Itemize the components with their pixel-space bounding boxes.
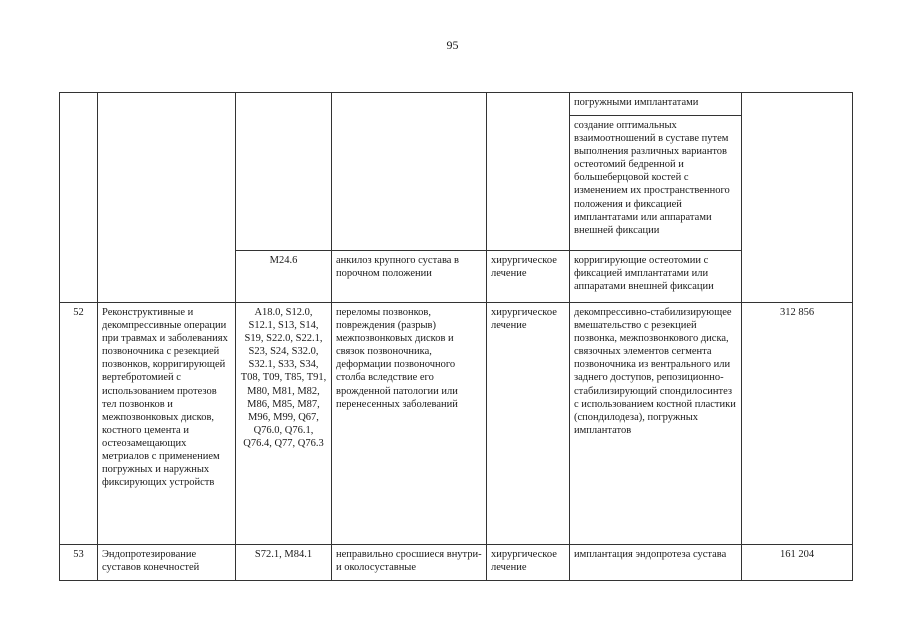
table-row <box>60 545 853 581</box>
cell-name: Эндопротезирование суставов конечностей <box>98 545 236 581</box>
cell-method: декомпрессивно-стабилизирующее вмешательство с резекцией позвонка, межпозвонкового диска, связочных элементов сегмента позвоночника из вентрального или заднего доступов, репозиционно-стабилизирующий спондилосинтез с использованием костной пластики (спондилодеза), погружных имплантатов <box>570 303 742 545</box>
medical-care-table <box>59 92 853 581</box>
cell-codes: A18.0, S12.0, S12.1, S13, S14, S19, S22.0, S22.1, S23, S24, S32.0, S32.1, S33, S34, T08, T09, T85, T91, M80, M81, M82, M86, M85, M87, M96, M99, Q67, Q76.0, Q76.1, Q76.4, Q77, Q76.3 <box>236 303 332 545</box>
cell-amount: 312 856 <box>742 303 853 545</box>
cell-treatment: хирургическое лечение <box>487 303 570 545</box>
page-number: 95 <box>446 38 459 52</box>
cell-amount: 161 204 <box>742 545 853 581</box>
cell-name: Реконструктивные и декомпрессивные операции при травмах и заболеваниях позвоночника с резекцией позвонков, корригирующей вертебротомией с использованием протезов тел позвонков и межпозвонковых дисков, костного цемента и остеозамещающих метриалов с применением погружных и наружных фиксирующих устройств <box>98 303 236 545</box>
table-row <box>60 303 853 545</box>
cell-codes: S72.1, M84.1 <box>236 545 332 581</box>
cell-model: переломы позвонков, повреждения (разрыв) межпозвонковых дисков и связок позвоночника, деформации позвоночного столба вследствие его врожденной патологии или перенесенных заболеваний <box>332 303 487 545</box>
cell-method: корригирующие остеотомии с фиксацией имплантатами или аппаратами внешней фиксации <box>570 251 742 303</box>
table-row-continued-1 <box>60 93 853 251</box>
method-part-1: погружными имплантатами <box>570 93 741 116</box>
cell-treatment: хирургическое лечение <box>487 545 570 581</box>
cell-model: неправильно сросшиеся внутри- и околосуставные <box>332 545 487 581</box>
cell-model: анкилоз крупного сустава в порочном положении <box>332 251 487 303</box>
cell-num: 53 <box>60 545 98 581</box>
method-part-2: создание оптимальных взаимоотношений в суставе путем выполнения различных вариантов остеотомий бедренной и большеберцовой костей с изменением их пространственного положения и фиксацией имплантатами или аппаратами внешней фиксации <box>574 120 730 236</box>
cell-name <box>98 93 236 303</box>
cell-codes: M24.6 <box>236 251 332 303</box>
cell-num: 52 <box>60 303 98 545</box>
cell-model <box>332 93 487 251</box>
cell-amount <box>742 93 853 303</box>
cell-treatment: хирургическое лечение <box>487 251 570 303</box>
cell-method <box>570 93 742 251</box>
cell-method: имплантация эндопротеза сустава <box>570 545 742 581</box>
cell-codes <box>236 93 332 251</box>
cell-treatment <box>487 93 570 251</box>
cell-num <box>60 93 98 303</box>
